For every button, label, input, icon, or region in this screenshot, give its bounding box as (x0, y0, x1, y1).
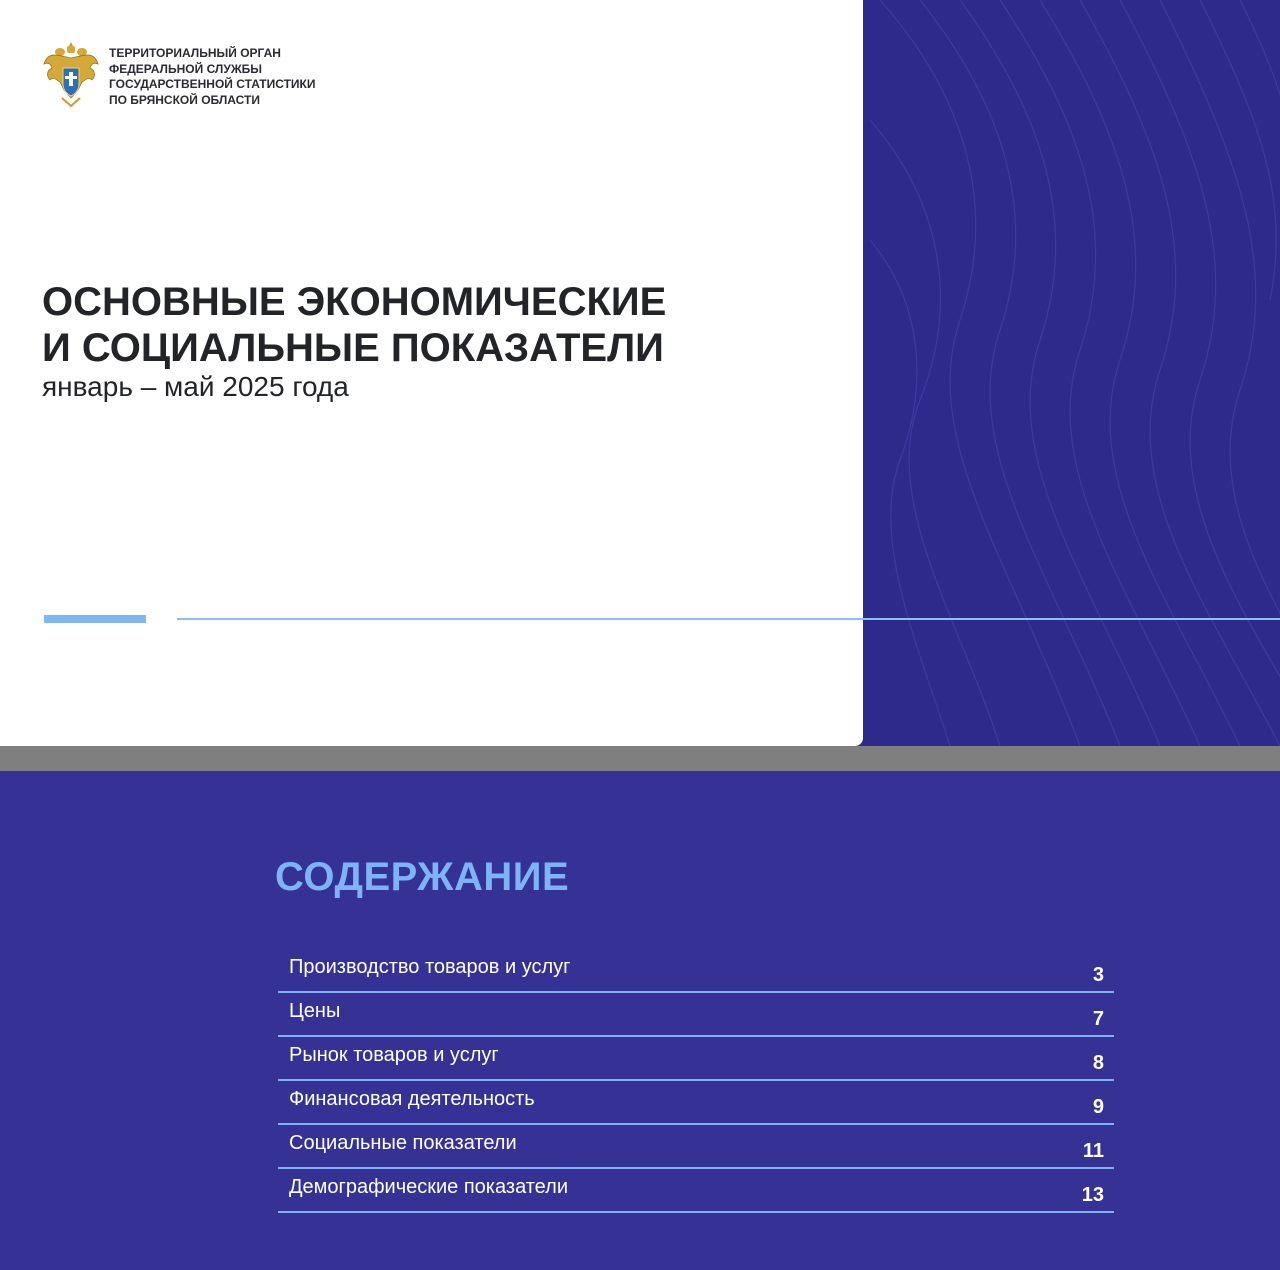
double-headed-eagle-emblem-icon (42, 40, 100, 110)
report-period: январь – май 2025 года (42, 371, 349, 402)
toc-item-page-number: 7 (1092, 1008, 1104, 1030)
toc-item[interactable] (278, 993, 1114, 1037)
toc-heading: СОДЕРЖАНИЕ (275, 855, 570, 899)
toc-item-label: Демографические показатели (289, 1176, 568, 1198)
accent-divider-line (177, 618, 1280, 620)
toc-item-page-number: 8 (1092, 1052, 1104, 1074)
toc-item[interactable] (278, 1125, 1114, 1169)
toc-item-label: Цены (289, 1000, 341, 1022)
organization-name-line: ФЕДЕРАЛЬНОЙ СЛУЖБЫ (109, 61, 263, 76)
toc-item-page-number: 13 (1081, 1184, 1104, 1206)
toc-item-label: Рынок товаров и услуг (289, 1044, 499, 1066)
report-title-line: ОСНОВНЫЕ ЭКОНОМИЧЕСКИЕ (42, 280, 667, 324)
report-title (42, 279, 666, 371)
toc-item-page-number: 11 (1082, 1140, 1104, 1162)
toc-item-label: Финансовая деятельность (289, 1088, 535, 1110)
organization-name (109, 46, 369, 108)
toc-item[interactable] (278, 1081, 1114, 1125)
toc-item-label: Социальные показатели (289, 1132, 517, 1154)
organization-name-line: ПО БРЯНСКОЙ ОБЛАСТИ (109, 92, 260, 107)
toc-item[interactable] (278, 949, 1114, 993)
toc-item-page-number: 9 (1092, 1096, 1104, 1118)
toc-item[interactable] (278, 1037, 1114, 1081)
toc-item-label: Производство товаров и услуг (289, 956, 571, 978)
accent-bar (44, 615, 146, 623)
cover-white-panel (0, 0, 863, 746)
report-title-line: И СОЦИАЛЬНЫЕ ПОКАЗАТЕЛИ (42, 326, 664, 370)
toc-list (278, 949, 1114, 1213)
toc-item[interactable] (278, 1169, 1114, 1213)
toc-item-page-number: 3 (1092, 964, 1104, 986)
organization-name-line: ГОСУДАРСТВЕННОЙ СТАТИСТИКИ (109, 77, 316, 91)
table-of-contents-page (0, 771, 1280, 1270)
organization-name-line: ТЕРРИТОРИАЛЬНЫЙ ОРГАН (109, 46, 281, 60)
